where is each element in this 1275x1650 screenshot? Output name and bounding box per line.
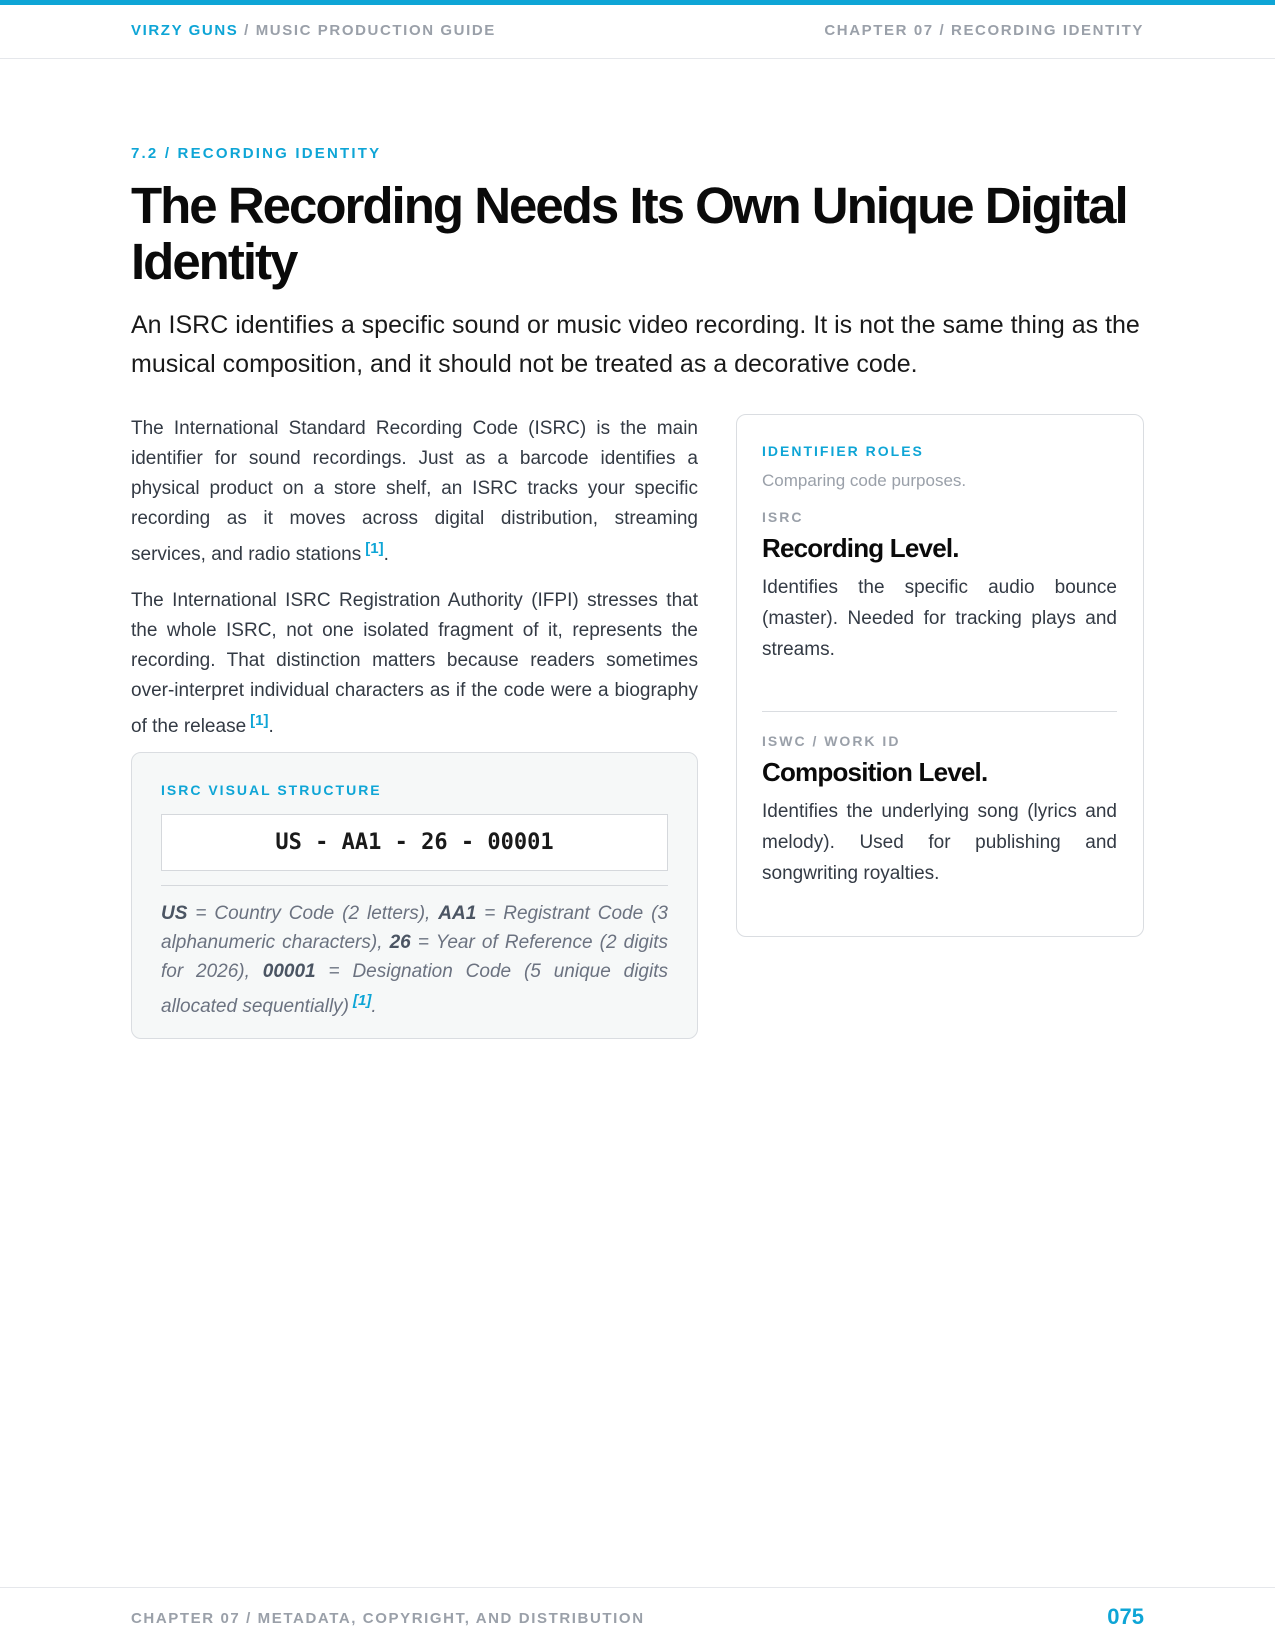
- isrc-caption: [161, 899, 668, 1021]
- page-header: [0, 5, 1275, 59]
- registrant-code: AA1: [438, 903, 477, 924]
- card-label: IDENTIFIER ROLES: [762, 443, 924, 459]
- role-heading-composition: Composition Level.: [762, 757, 988, 787]
- citation-link[interactable]: [1]: [250, 712, 269, 729]
- isrc-code-sample: US - AA1 - 26 - 00001: [161, 814, 668, 871]
- body-column: [131, 414, 698, 758]
- card-label: ISRC VISUAL STRUCTURE: [161, 782, 382, 798]
- role-description-recording: Identifies the specific audio bounce (master). Needed for tracking plays and streams.: [762, 577, 1117, 660]
- footer-divider: [0, 1587, 1275, 1588]
- isrc-structure-card: [131, 752, 698, 1039]
- citation-link[interactable]: [1]: [365, 540, 384, 557]
- role-divider: [762, 711, 1117, 712]
- paragraph-text: The International Standard Recording Code (ISRC) is the main identifier for sound recordings. Just as a barcode identifies a physical product on a store shelf, an ISRC tracks your specific recording as it moves across digital distribution, streaming services, and radio stations: [131, 418, 698, 565]
- header-breadcrumb: [131, 22, 496, 39]
- guide-name: / MUSIC PRODUCTION GUIDE: [238, 22, 496, 39]
- citation-link[interactable]: [1]: [353, 992, 372, 1009]
- country-code: US: [161, 903, 188, 924]
- caption-period: .: [371, 996, 377, 1017]
- role-tag-isrc: ISRC: [762, 509, 804, 525]
- designation-code: 00001: [262, 961, 316, 982]
- registrant-code-desc: = Registrant Code (3 alphanumeric characters),: [161, 903, 668, 953]
- paragraph-period: .: [383, 544, 389, 565]
- designation-code-desc: = Designation Code (5 unique digits allocated sequentially): [161, 961, 668, 1017]
- lede-paragraph: An ISRC identifies a specific sound or music video recording. It is not the same thing as the musical composition, and it should not be treated as a decorative code.: [131, 311, 1140, 378]
- role-heading-recording: Recording Level.: [762, 533, 959, 563]
- section-kicker: 7.2 / RECORDING IDENTITY: [131, 145, 382, 162]
- header-chapter: CHAPTER 07 / RECORDING IDENTITY: [824, 22, 1144, 39]
- body-paragraph: [131, 586, 698, 742]
- country-code-desc: = Country Code (2 letters),: [187, 903, 439, 924]
- card-divider: [161, 885, 668, 886]
- page-number: 075: [1107, 1604, 1144, 1629]
- role-tag-iswc: ISWC / WORK ID: [762, 733, 901, 749]
- card-subtitle: Comparing code purposes.: [762, 471, 967, 490]
- year-code-desc: = Year of Reference (2 digits for 2026),: [161, 932, 668, 982]
- identifier-roles-card: [736, 414, 1144, 937]
- footer-chapter: CHAPTER 07 / METADATA, COPYRIGHT, AND DISTRIBUTION: [131, 1610, 645, 1627]
- paragraph-text: The International ISRC Registration Authority (IFPI) stresses that the whole ISRC, not one isolated fragment of it, represents the recording. That distinction matters because readers sometimes over-interpret individual characters as if the code were a biography of the release: [131, 590, 698, 737]
- paragraph-period: .: [268, 716, 274, 737]
- year-code: 26: [389, 932, 411, 953]
- brand-name: VIRZY GUNS: [131, 22, 239, 39]
- body-paragraph: [131, 414, 698, 570]
- role-description-composition: Identifies the underlying song (lyrics and melody). Used for publishing and songwriting royalties.: [762, 801, 1117, 884]
- page-title: The Recording Needs Its Own Unique Digital Identity: [131, 177, 1127, 290]
